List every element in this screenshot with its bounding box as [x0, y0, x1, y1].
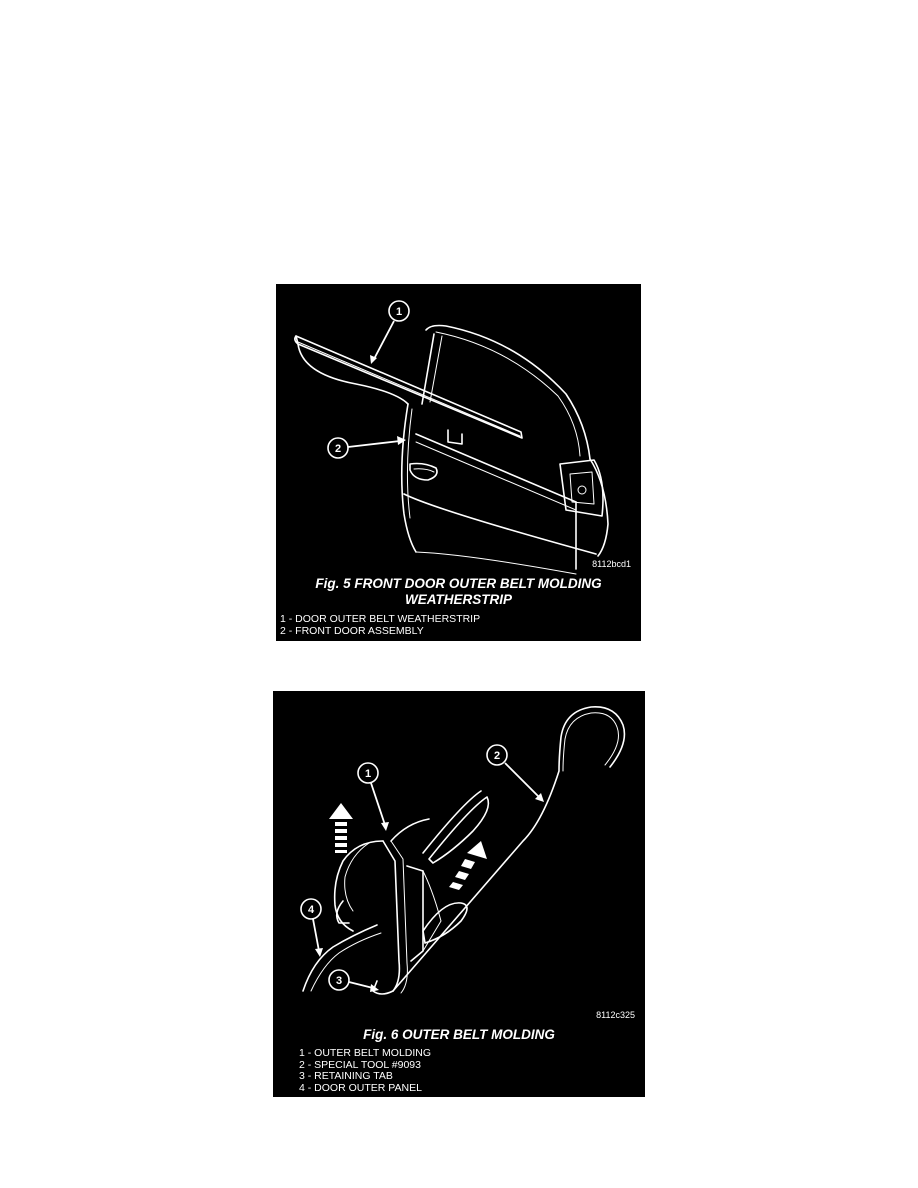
callout-3-label: 3 — [335, 975, 343, 987]
callout-4-label: 4 — [307, 904, 315, 916]
legend-item: 3 - RETAINING TAB — [299, 1070, 393, 1082]
legend-item: 2 - FRONT DOOR ASSEMBLY — [280, 624, 424, 637]
callout-2-label: 2 — [334, 443, 342, 455]
figure-caption — [276, 576, 641, 608]
figure-caption — [273, 1027, 645, 1043]
figure-6-outer-belt-molding — [273, 691, 645, 1097]
figure-5-front-door-belt-molding — [276, 284, 641, 641]
figure-code: 8112c325 — [596, 1010, 635, 1020]
figure-6-illustration — [273, 691, 645, 1021]
figure-caption-line-1: Fig. 5 FRONT DOOR OUTER BELT MOLDING — [315, 576, 602, 591]
figure-legend — [280, 614, 480, 637]
legend-item: 1 - DOOR OUTER BELT WEATHERSTRIP — [280, 613, 481, 625]
figure-code: 8112bcd1 — [592, 559, 631, 569]
legend-item: 1 - OUTER BELT MOLDING — [299, 1047, 432, 1059]
legend-item: 4 - DOOR OUTER PANEL — [299, 1081, 422, 1094]
callout-1-label: 1 — [364, 768, 372, 780]
callout-1-label: 1 — [395, 306, 403, 318]
legend-item: 2 - SPECIAL TOOL #9093 — [299, 1058, 421, 1071]
figure-caption-line-2: WEATHERSTRIP — [405, 592, 512, 607]
callout-2-label: 2 — [493, 750, 501, 762]
figure-legend — [299, 1048, 431, 1094]
figure-5-illustration — [276, 284, 641, 584]
figure-caption-line-1: Fig. 6 OUTER BELT MOLDING — [363, 1027, 555, 1042]
